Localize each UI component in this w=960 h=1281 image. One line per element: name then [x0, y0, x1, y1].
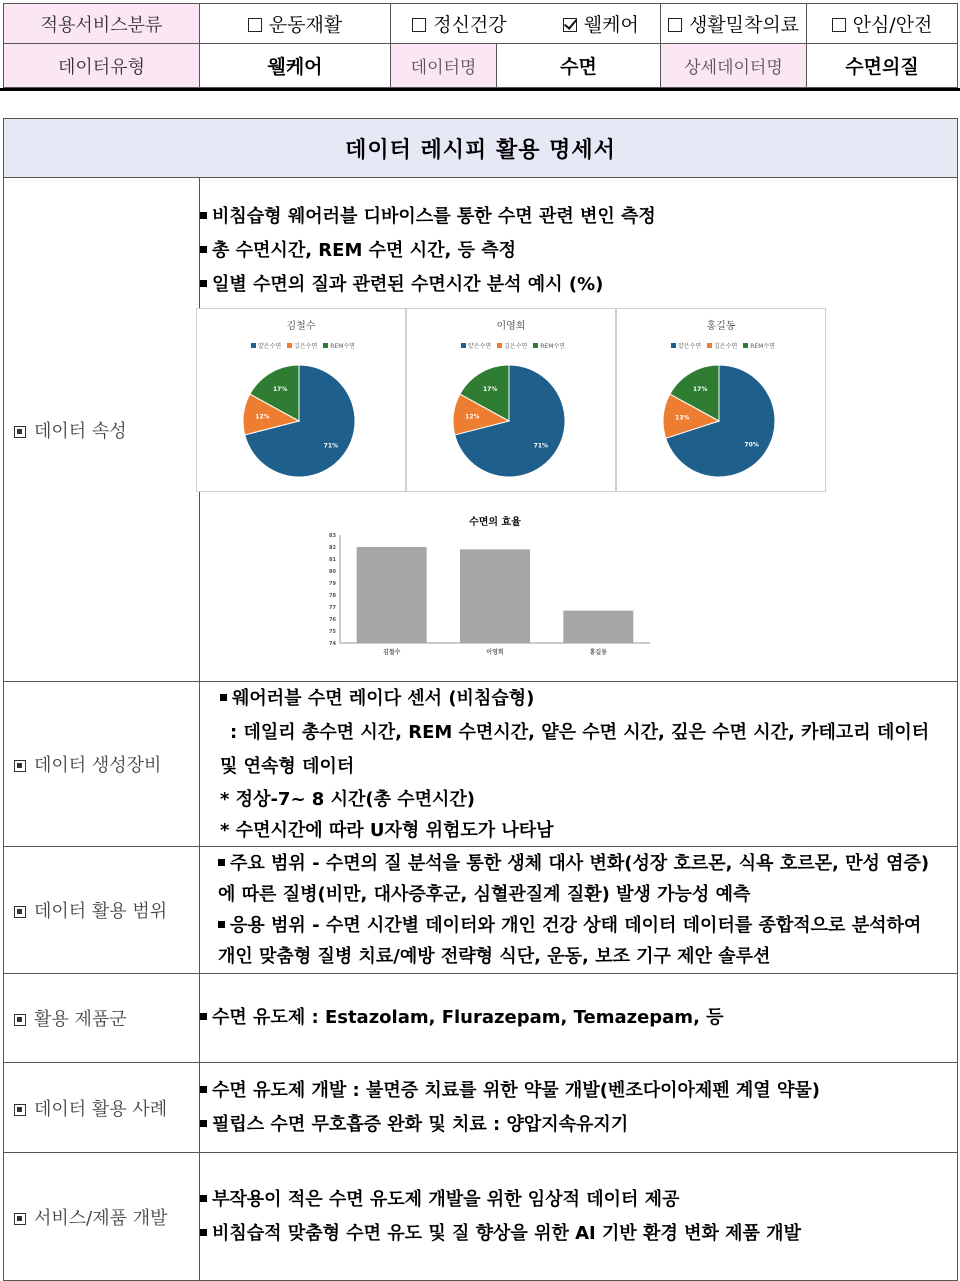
pie-data-label: 71%: [533, 442, 549, 450]
row-label-attributes: 데이터 속성: [4, 178, 200, 682]
y-tick-label: 78: [329, 593, 336, 599]
row-content-scope: [200, 847, 958, 974]
category-option-4[interactable]: 안심/안전: [807, 4, 958, 44]
pie-chart: [239, 361, 359, 481]
pie-title: 이영희: [496, 321, 526, 332]
legend-swatch: [497, 343, 502, 348]
pie-data-label: 17%: [272, 386, 288, 394]
x-tick-label: 홍길동: [589, 649, 608, 656]
legend-swatch: [707, 343, 712, 348]
pie-title: 홍길동: [706, 321, 736, 332]
category-option-3[interactable]: 생활밀착의료: [661, 4, 807, 44]
pie-data-label: 70%: [744, 441, 759, 449]
bar-chart-title: 수면의 효율: [469, 517, 521, 528]
category-option-2[interactable]: 웰케어: [563, 14, 639, 36]
text-line: 일별 수면의 질과 관련된 수면시간 분석 예시 (%): [200, 268, 957, 302]
bullet-icon: [200, 1120, 207, 1127]
bullet-icon: [220, 694, 227, 701]
bullet-icon: [200, 1086, 207, 1093]
bar: [563, 611, 633, 643]
row-label-service: 서비스/제품 개발: [4, 1153, 200, 1281]
square-bullet-icon: [14, 906, 26, 918]
bar-chart-wrap: [300, 511, 660, 661]
square-bullet-icon: [14, 426, 26, 438]
y-tick-label: 83: [329, 533, 336, 539]
text-line: 주요 범위 - 수면의 질 분석을 통한 생체 대사 변화(성장 호르몬, 식욕 호르몬, 만성 염증)에 따른 질병(비만, 대사증후군, 심혈관질계 질환) 발생 가능성 예측: [218, 853, 930, 905]
text-line: 총 수면시간, REM 수면 시간, 등 측정: [200, 234, 957, 268]
pie-legend: 얕은수면 깊은수면 REM수면: [617, 341, 825, 350]
checkbox-icon[interactable]: [832, 18, 846, 32]
datatype-value: 웰케어: [200, 44, 391, 88]
bullet-icon: [200, 246, 207, 253]
legend-swatch: [671, 343, 676, 348]
text-line: 필립스 수면 무호흡증 완화 및 치료 : 양압지속유지기: [200, 1108, 957, 1142]
pie-chart-group: [196, 308, 826, 493]
datatype-label: 데이터유형: [4, 44, 200, 88]
y-tick-label: 75: [329, 629, 336, 635]
square-bullet-icon: [14, 760, 26, 772]
classification-table: [3, 3, 958, 88]
text-line: * 수면시간에 따라 U자형 위험도가 나타남: [220, 820, 554, 841]
category-label: 적용서비스분류: [4, 4, 200, 44]
square-bullet-icon: [14, 1213, 26, 1225]
row-label-device: 데이터 생성장비: [4, 682, 200, 847]
pie-data-label: 71%: [323, 442, 339, 450]
checkbox-icon[interactable]: [248, 18, 262, 32]
bar: [460, 549, 530, 643]
text-line: 비침습형 웨어러블 디바이스를 통한 수면 관련 변인 측정: [200, 200, 957, 234]
text-line: 비침습적 맞춤형 수면 유도 및 질 향상을 위한 AI 기반 환경 변화 제품 개발: [200, 1217, 957, 1251]
text-line: 부작용이 적은 수면 유도제 개발을 위한 임상적 데이터 제공: [200, 1183, 957, 1217]
dataname-label: 데이터명: [391, 44, 497, 88]
pie-data-label: 17%: [692, 386, 708, 394]
bullet-icon: [218, 921, 225, 928]
y-tick-label: 81: [329, 557, 336, 563]
category-option-1-2: [391, 4, 661, 44]
pie-chart: [449, 361, 569, 481]
y-tick-label: 79: [329, 581, 336, 587]
legend-swatch: [461, 343, 466, 348]
text-line: 응용 범위 - 수면 시간별 데이터와 개인 건강 상태 데이터 데이터를 종합적으로 분석하여 개인 맞춤형 질병 치료/예방 전략형 식단, 운동, 보조 기구 제안 솔루션: [218, 915, 922, 967]
pie-data-label: 13%: [675, 414, 690, 422]
row-label-cases: 데이터 활용 사례: [4, 1063, 200, 1153]
row-label-scope: 데이터 활용 범위: [4, 847, 200, 974]
pie-chart-card: [616, 308, 826, 492]
checkbox-icon[interactable]: [668, 18, 682, 32]
pie-legend: 얕은수면 깊은수면 REM수면: [197, 341, 405, 350]
y-tick-label: 76: [329, 617, 336, 623]
text-line: 수면 유도제 : Estazolam, Flurazepam, Temazepam, 등: [200, 1001, 957, 1035]
y-tick-label: 82: [329, 545, 336, 551]
legend-swatch: [251, 343, 256, 348]
y-tick-label: 77: [329, 605, 336, 611]
dataname-value: 수면: [497, 44, 661, 88]
text-line: 웨어러블 수면 레이다 센서 (비침습형): [220, 682, 957, 716]
spec-table: [3, 118, 958, 1281]
x-tick-label: 이영희: [486, 649, 504, 656]
y-tick-label: 80: [329, 569, 336, 575]
legend-swatch: [743, 343, 748, 348]
pie-chart: [659, 361, 779, 481]
row-content-cases: [200, 1063, 958, 1153]
divider: [0, 88, 960, 91]
text-line: 수면 유도제 개발 : 불면증 치료를 위한 약물 개발(벤조다이아제펜 계열 약물): [200, 1074, 957, 1108]
pie-title: 김철수: [286, 321, 316, 332]
bullet-icon: [200, 1013, 207, 1020]
square-bullet-icon: [14, 1014, 26, 1026]
pie-data-label: 12%: [255, 413, 270, 421]
bullet-icon: [200, 280, 207, 287]
bullet-icon: [200, 1229, 207, 1236]
row-content-attributes: [200, 178, 958, 682]
text-line: : 데일리 총수면 시간, REM 수면시간, 얕은 수면 시간, 깊은 수면 시간, 카테고리 데이터 및 연속형 데이터: [220, 722, 930, 777]
checked-checkbox-icon[interactable]: [563, 18, 577, 32]
row-content-service: [200, 1153, 958, 1281]
pie-data-label: 17%: [482, 386, 498, 394]
row-content-device: [200, 682, 958, 847]
checkbox-icon[interactable]: [412, 18, 426, 32]
bar-chart: [300, 511, 660, 661]
bar: [357, 547, 427, 643]
legend-swatch: [533, 343, 538, 348]
y-tick-label: 74: [329, 641, 336, 647]
x-tick-label: 김철수: [382, 649, 401, 656]
pie-legend: 얕은수면 깊은수면 REM수면: [407, 341, 615, 350]
row-label-products: 활용 제품군: [4, 974, 200, 1063]
bullet-icon: [200, 1195, 207, 1202]
pie-data-label: 12%: [465, 413, 480, 421]
legend-swatch: [287, 343, 292, 348]
pie-chart-card: [406, 308, 616, 492]
bullet-icon: [200, 212, 207, 219]
category-option-0[interactable]: 운동재활: [200, 4, 391, 44]
row-content-products: [200, 974, 958, 1063]
detail-value: 수면의질: [807, 44, 958, 88]
text-line: * 정상-7~ 8 시간(총 수면시간): [220, 789, 476, 810]
spec-title: 데이터 레시피 활용 명세서: [4, 119, 958, 178]
pie-chart-card: [196, 308, 406, 492]
legend-swatch: [323, 343, 328, 348]
bullet-icon: [218, 859, 225, 866]
square-bullet-icon: [14, 1104, 26, 1116]
detail-label: 상세데이터명: [661, 44, 807, 88]
category-option-1[interactable]: 정신건강: [412, 14, 506, 36]
